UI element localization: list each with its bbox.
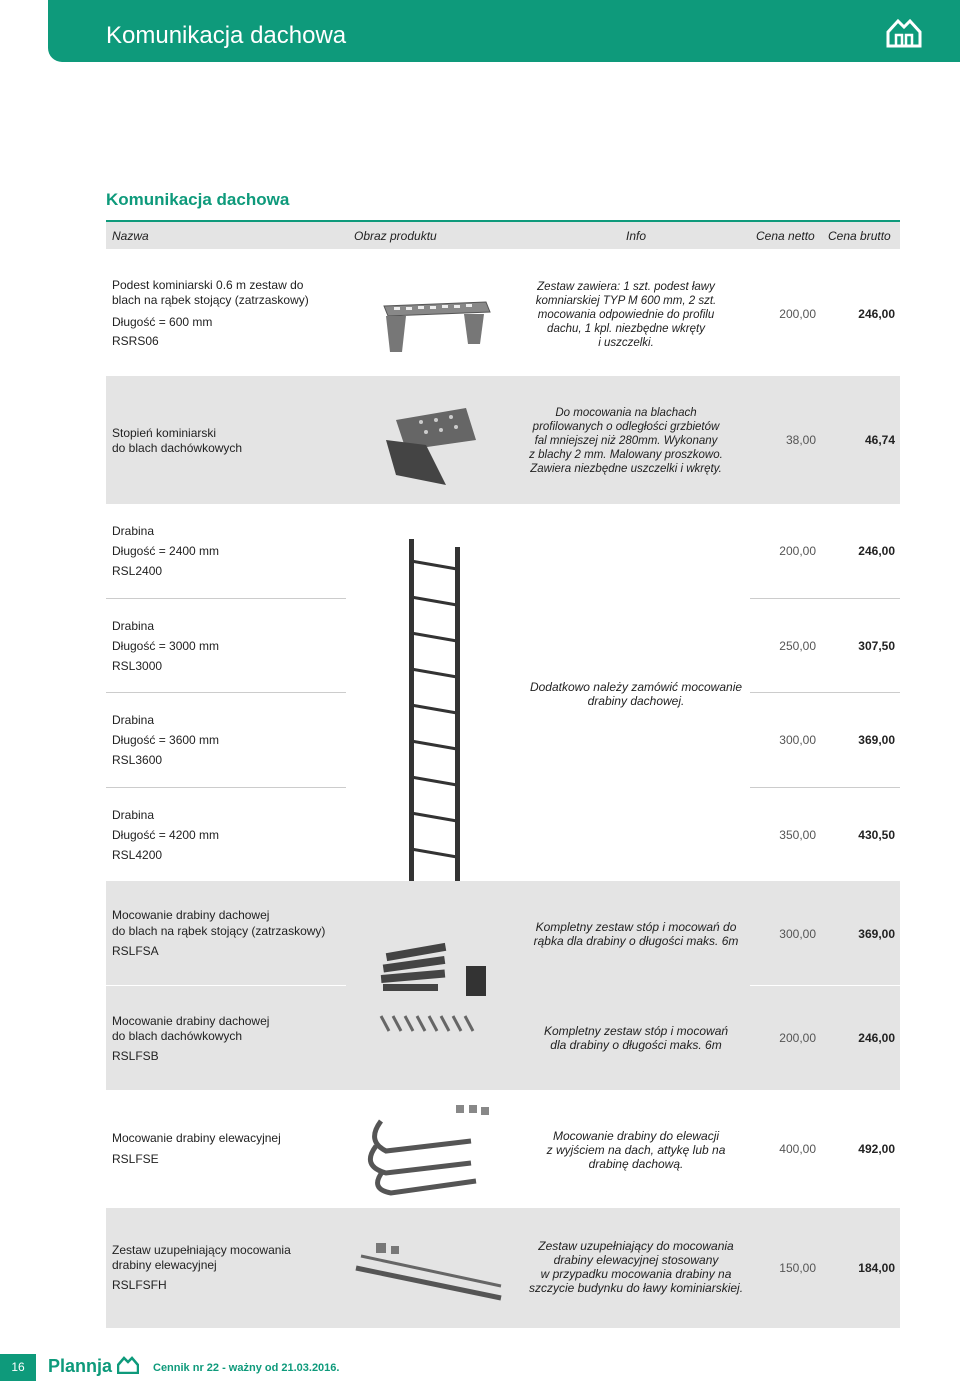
extension-kit-image <box>351 1238 511 1308</box>
mount-kit-image <box>371 936 501 1036</box>
product-code: RSL4200 <box>112 848 163 862</box>
row-divider <box>750 787 900 788</box>
page-header <box>48 0 960 62</box>
product-name-line1: Mocowanie drabiny dachowej <box>112 908 270 922</box>
price-netto: 300,00 <box>779 927 816 941</box>
table-row <box>106 270 900 362</box>
product-code: RSL2400 <box>112 564 163 578</box>
product-info: Zestaw zawiera: 1 szt. podest ławy komniarskiej TYP M 600 mm, 2 szt. mocowania odpowiednie do profilu dachu, 1 kpl. niezbędne wkręty i uszczelki. <box>535 281 717 349</box>
product-code: RSLFSE <box>112 1152 159 1166</box>
product-info: Kompletny zestaw stóp i mocowań do rąbka dla drabiny o długości maks. 6m <box>533 920 739 948</box>
product-name-line2: drabiny elewacyjnej <box>112 1258 217 1272</box>
price-netto: 200,00 <box>779 544 816 558</box>
ladder-image <box>401 537 481 887</box>
col-brutto: Cena brutto <box>828 229 891 243</box>
product-info: Zestaw uzupełniający do mocowania drabiny elewacyjnej stosowany w przypadku mocowania drabiny na szczycie budynku do ławy kominiarskiej. <box>528 1239 744 1295</box>
price-brutto: 46,74 <box>864 433 895 447</box>
product-name-line2: blach na rąbek stojący (zatrzaskowy) <box>112 293 309 307</box>
price-netto: 400,00 <box>779 1142 816 1156</box>
row-divider <box>106 598 346 599</box>
product-info: Do mocowania na blachach profilowanych o odległości grzbietów fal mniejszej niż 280mm. Wykonany z blachy 2 mm. Malowany proszkowo. Zawiera niezbędne uszczelki i wkręty. <box>529 407 723 475</box>
product-length: Długość = 2400 mm <box>112 544 220 558</box>
price-brutto: 246,00 <box>858 1031 895 1045</box>
product-code: RSLFSA <box>112 944 159 958</box>
product-name-line1: Mocowanie drabiny dachowej <box>112 1014 270 1028</box>
price-brutto: 307,50 <box>858 639 895 653</box>
footer-note: Cennik nr 22 - ważny od 21.03.2016. <box>153 1362 340 1374</box>
product-code: RSL3600 <box>112 753 163 767</box>
product-name-line2: do blach dachówkowych <box>112 441 243 455</box>
column-header <box>106 222 900 249</box>
price-netto: 200,00 <box>779 307 816 321</box>
row-divider <box>106 787 346 788</box>
table-row <box>106 1208 900 1328</box>
product-length: Długość = 3000 mm <box>112 639 220 653</box>
price-netto: 38,00 <box>785 433 816 447</box>
facade-mount-image <box>361 1101 501 1197</box>
price-brutto: 369,00 <box>858 733 895 747</box>
product-name: Drabina <box>112 524 155 538</box>
product-name-line2: do blach dachówkowych <box>112 1029 243 1043</box>
price-brutto: 246,00 <box>858 544 895 558</box>
header-title: Komunikacja dachowa <box>106 22 347 49</box>
price-netto: 300,00 <box>779 733 816 747</box>
product-length: Długość = 4200 mm <box>112 828 220 842</box>
price-netto: 200,00 <box>779 1031 816 1045</box>
row-divider <box>750 598 900 599</box>
price-netto: 350,00 <box>779 828 816 842</box>
product-name-line1: Mocowanie drabiny elewacyjnej <box>112 1131 281 1145</box>
price-netto: 150,00 <box>779 1261 816 1275</box>
row-divider <box>106 985 346 986</box>
ladder-note: Dodatkowo należy zamówić mocowanie drabiny dachowej. <box>529 680 743 708</box>
plannja-house-icon <box>886 18 922 48</box>
price-netto: 250,00 <box>779 639 816 653</box>
price-brutto: 492,00 <box>858 1142 895 1156</box>
col-info: Info <box>626 229 647 243</box>
table-row <box>106 1095 900 1203</box>
product-name-line2: do blach na rąbek stojący (zatrzaskowy) <box>112 924 326 938</box>
product-code: RSLFSB <box>112 1049 159 1063</box>
col-obraz: Obraz produktu <box>354 229 437 243</box>
product-name-line1: Zestaw uzupełniający mocowania <box>112 1243 291 1257</box>
section-title: Komunikacja dachowa <box>106 190 290 209</box>
col-nazwa: Nazwa <box>112 229 149 243</box>
product-code: RSL3000 <box>112 659 163 673</box>
product-length: Długość = 600 mm <box>112 315 213 329</box>
product-name-line1: Stopień kominiarski <box>112 426 217 440</box>
price-brutto: 430,50 <box>858 828 895 842</box>
price-brutto: 246,00 <box>858 307 895 321</box>
product-info: Mocowanie drabiny do elewacji z wyjściem na dach, attykę lub na drabinę dachową. <box>546 1129 726 1171</box>
mount-group <box>106 881 900 1090</box>
page-number: 16 <box>0 1354 36 1381</box>
price-brutto: 369,00 <box>858 927 895 941</box>
col-netto: Cena netto <box>756 229 815 243</box>
product-name: Drabina <box>112 619 155 633</box>
chimney-platform-image <box>376 292 496 356</box>
product-info: Kompletny zestaw stóp i mocowań dla drabiny o długości maks. 6m <box>543 1024 729 1052</box>
chimney-step-image <box>366 390 486 490</box>
table-row <box>106 376 900 504</box>
brand-name: Plannja <box>48 1356 113 1376</box>
product-code: RSRS06 <box>112 334 159 348</box>
product-name: Drabina <box>112 808 155 822</box>
row-divider <box>106 692 346 693</box>
brand-house-icon <box>117 1356 139 1374</box>
row-divider <box>750 985 900 986</box>
product-length: Długość = 3600 mm <box>112 733 220 747</box>
product-code: RSLFSFH <box>112 1278 167 1292</box>
row-divider <box>750 692 900 693</box>
product-name: Drabina <box>112 713 155 727</box>
product-name-line1: Podest kominiarski 0.6 m zestaw do <box>112 278 304 292</box>
price-brutto: 184,00 <box>858 1261 895 1275</box>
brand-logo <box>48 1356 139 1377</box>
